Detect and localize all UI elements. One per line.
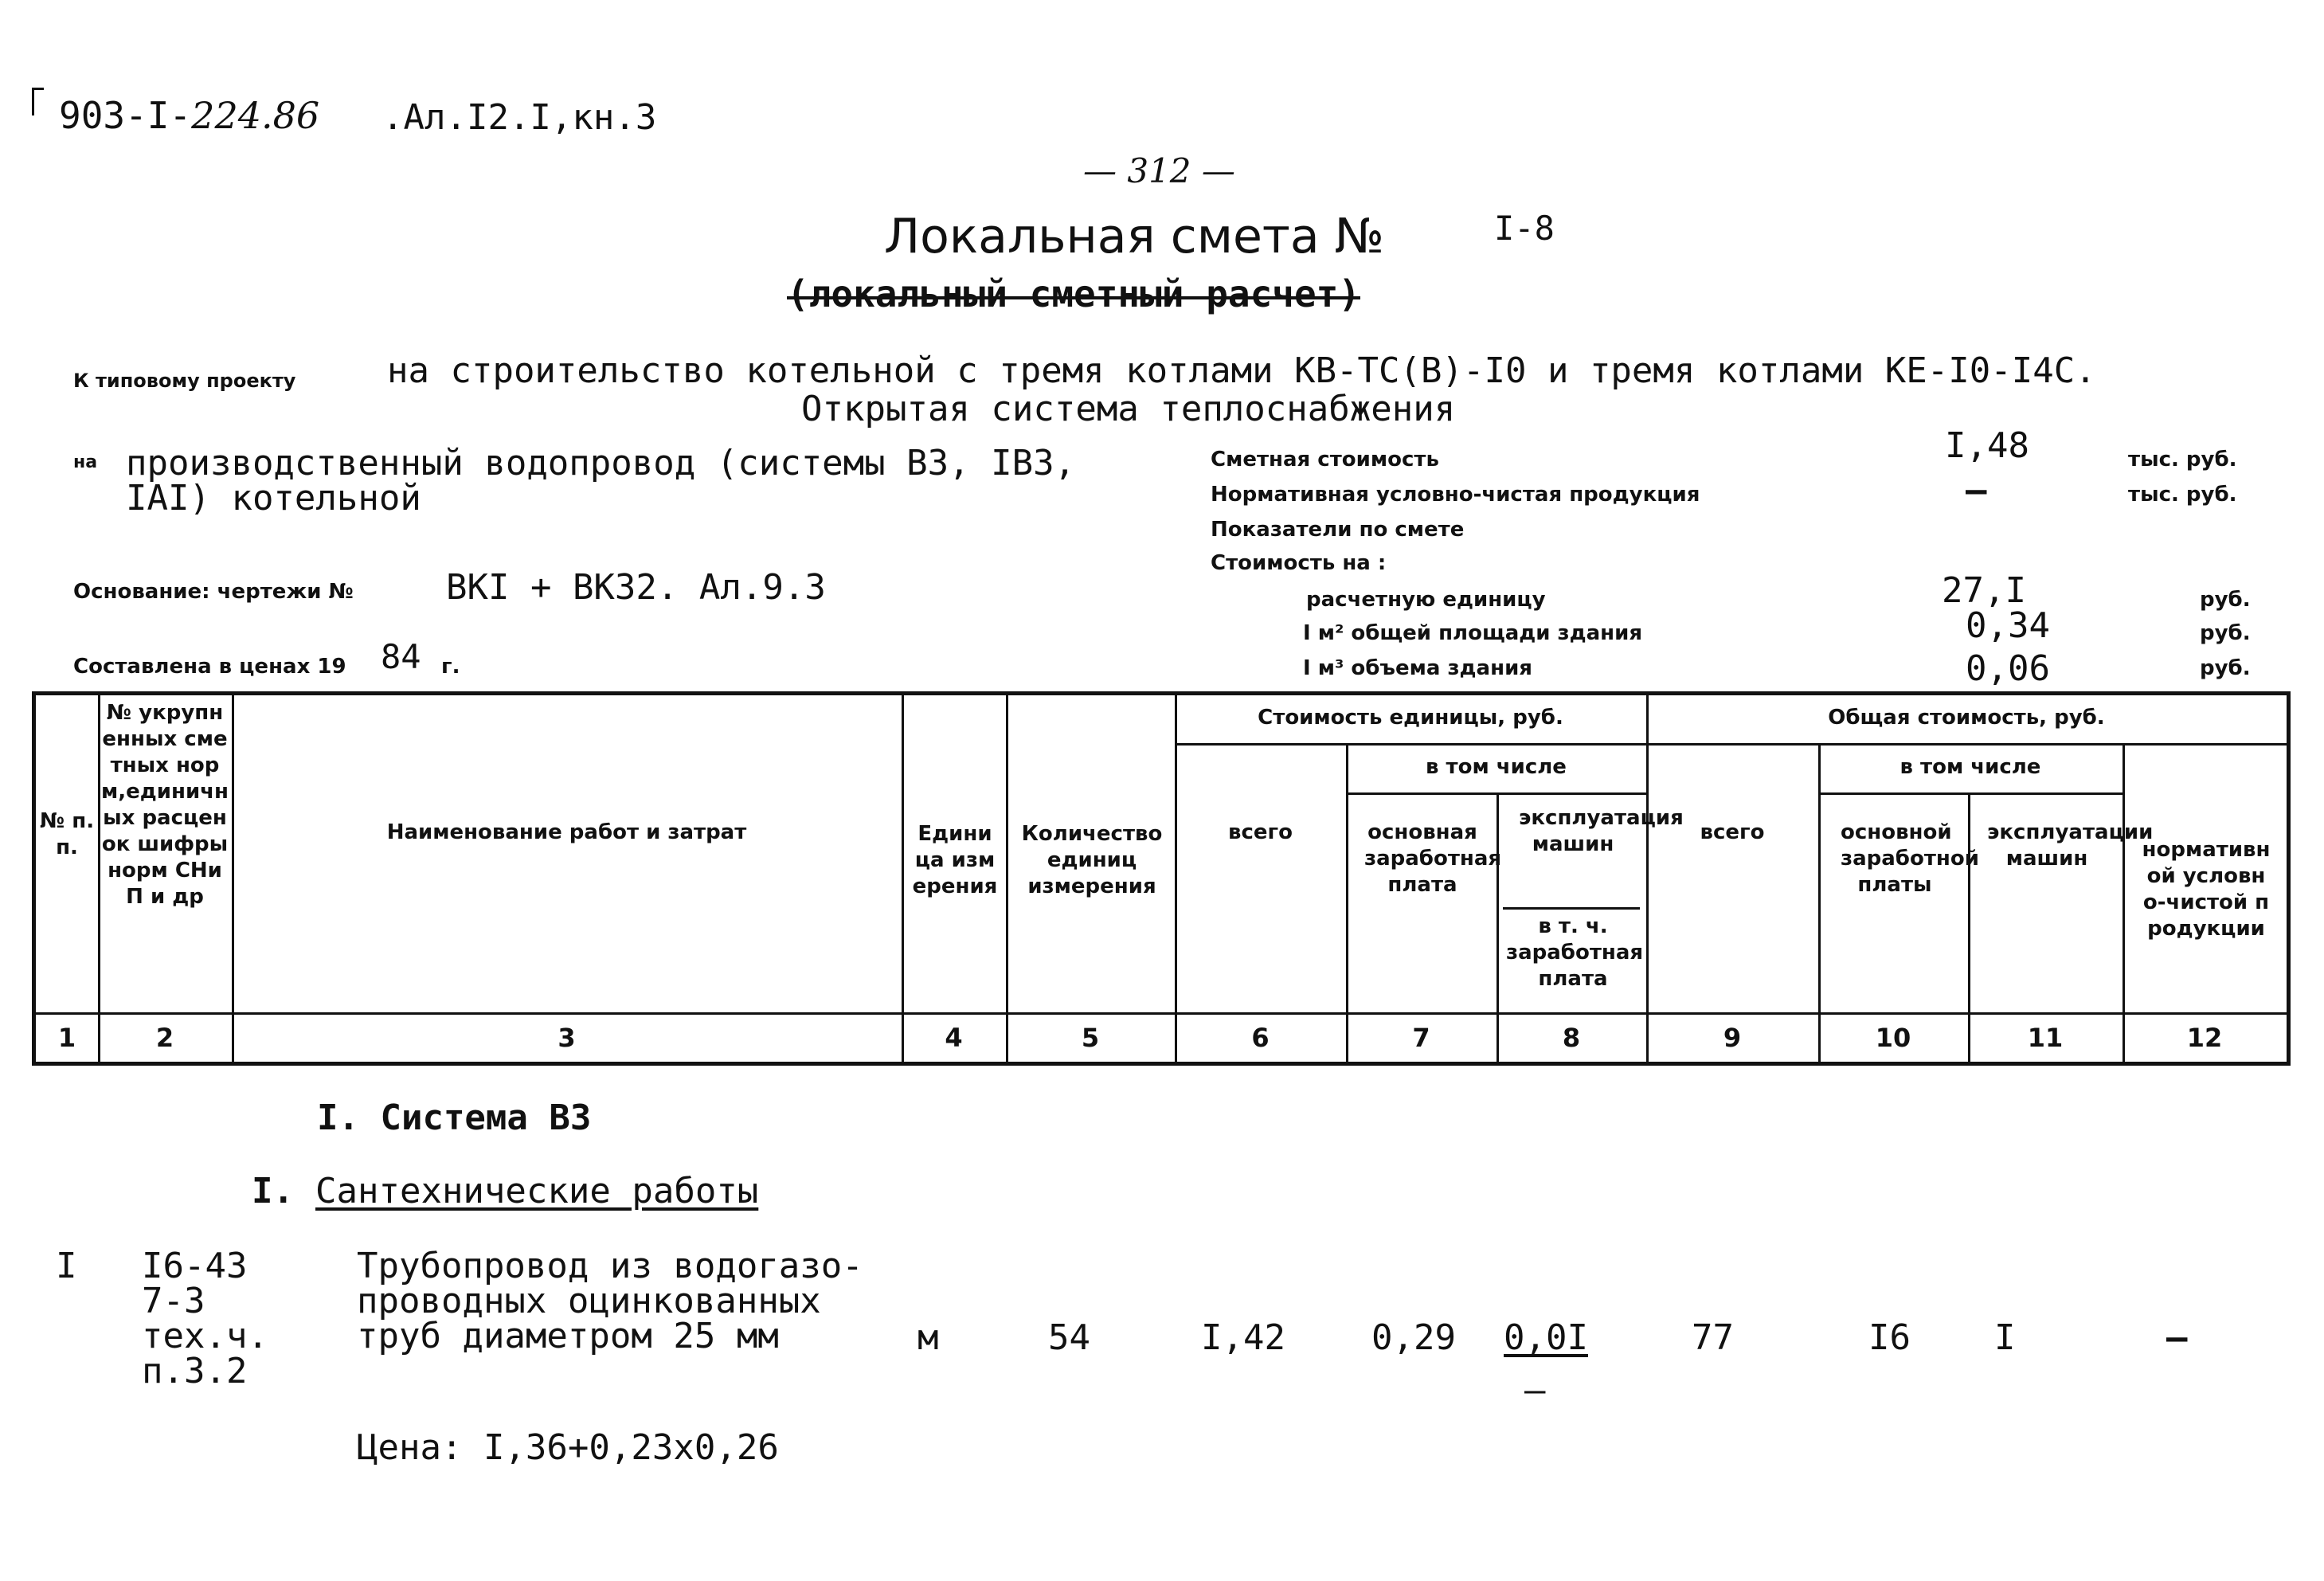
row-unit-total: I,42 bbox=[1201, 1317, 1285, 1358]
row-code-line4: п.3.2 bbox=[142, 1351, 248, 1391]
project-label: К типовому проекту bbox=[73, 370, 296, 392]
volume-label: I м³ объема здания bbox=[1303, 656, 1532, 680]
col-number-12: 12 bbox=[2186, 1023, 2223, 1053]
row-code-line2: 7-3 bbox=[142, 1281, 205, 1321]
row-name-line1: Трубопровод из водогазо- bbox=[357, 1246, 863, 1286]
prices-year: 84 bbox=[381, 637, 421, 676]
object-line2: IАI) котельной bbox=[126, 478, 421, 519]
row-normative: – bbox=[2166, 1317, 2188, 1358]
unit-cost-group-header: Стоимость единицы, руб. bbox=[1258, 706, 1563, 730]
col-number-3: 3 bbox=[558, 1023, 576, 1053]
estimated-cost-unit: тыс. руб. bbox=[2128, 448, 2237, 472]
col-number-6: 6 bbox=[1251, 1023, 1270, 1053]
area-value: 0,34 bbox=[1966, 605, 2050, 646]
basis-value: ВКI + ВК32. Ал.9.3 bbox=[446, 567, 826, 608]
subtitle-struck bbox=[787, 272, 1360, 315]
row-name-line2: проводных оцинкованных bbox=[357, 1281, 821, 1321]
page-number: — 312 — bbox=[1083, 151, 1235, 190]
unit-unit: руб. bbox=[2200, 588, 2251, 612]
row-total-salary: I6 bbox=[1868, 1317, 1911, 1358]
col-number-9: 9 bbox=[1723, 1023, 1742, 1053]
col-number-1: 1 bbox=[57, 1023, 76, 1053]
prices-label: Составлена в ценах 19 bbox=[73, 655, 346, 679]
col-total-machines-header: эксплуатации машин bbox=[1987, 820, 2154, 871]
normative-unit: тыс. руб. bbox=[2128, 483, 2237, 507]
col-number-7: 7 bbox=[1412, 1023, 1430, 1053]
row-total: 77 bbox=[1692, 1317, 1734, 1358]
col-machines-header: эксплуатация машин bbox=[1519, 806, 1684, 856]
object-label: на bbox=[73, 452, 98, 472]
row-machines-salary: – bbox=[1524, 1370, 1546, 1411]
cost-per-label: Стоимость на : bbox=[1211, 551, 1387, 575]
col-num-header: № п. п. bbox=[39, 809, 95, 859]
normative-value: – bbox=[1966, 470, 1987, 511]
doc-ref: .Ал.I2.I,кн.3 bbox=[382, 97, 657, 138]
doc-code-hand: 224.86 bbox=[191, 94, 320, 137]
subtitle-struck-text: (локальный сметный расчет) bbox=[787, 272, 1361, 315]
col-qty-header: Количество единиц измерения bbox=[1021, 822, 1163, 898]
section-title: I. Система В3 bbox=[317, 1098, 592, 1138]
incl-header-2: в том числе bbox=[1899, 755, 2041, 779]
prices-suffix: г. bbox=[441, 655, 460, 679]
col-total-header: всего bbox=[1700, 820, 1765, 844]
col-total-salary-header: основной заработной платы bbox=[1841, 820, 1979, 897]
col-number-11: 11 bbox=[2027, 1023, 2064, 1053]
row-name-line3: труб диаметром 25 мм bbox=[357, 1316, 779, 1356]
col-number-4: 4 bbox=[945, 1023, 963, 1053]
incl-header-1: в том числе bbox=[1426, 755, 1567, 779]
row-code-line1: I6-43 bbox=[142, 1246, 248, 1286]
doc-code bbox=[59, 94, 319, 137]
col-machines-salary-header: в т. ч. заработная плата bbox=[1506, 914, 1644, 991]
unit-label: расчетную единицу bbox=[1306, 588, 1546, 612]
col-number-5: 5 bbox=[1081, 1023, 1100, 1053]
project-line2: Открытая система теплоснабжения bbox=[801, 389, 1456, 429]
price-formula: Цена: I,36+0,23х0,26 bbox=[357, 1427, 779, 1468]
col-name-header: Наименование работ и затрат bbox=[386, 820, 747, 844]
basis-label: Основание: чертежи № bbox=[73, 580, 354, 604]
estimate-number: I-8 bbox=[1494, 209, 1555, 248]
row-total-machines: I bbox=[1994, 1317, 2016, 1358]
total-cost-group-header: Общая стоимость, руб. bbox=[1828, 706, 2105, 730]
col-number-2: 2 bbox=[155, 1023, 174, 1053]
col-normative-header: нормативной условно-чистой продукции bbox=[2142, 838, 2271, 941]
estimated-cost-label: Сметная стоимость bbox=[1211, 448, 1439, 472]
unit-value: 27,I bbox=[1942, 570, 2026, 611]
volume-unit: руб. bbox=[2200, 656, 2251, 680]
volume-value: 0,06 bbox=[1966, 648, 2050, 689]
row-base-salary: 0,29 bbox=[1371, 1317, 1456, 1358]
col-code-header: № укрупненных сметных норм,единичных расценок шифры норм СНиП и др bbox=[101, 701, 229, 909]
col-base-salary-header: основная заработная плата bbox=[1364, 820, 1502, 897]
page-title: Локальная смета № bbox=[884, 209, 1385, 264]
col-number-10: 10 bbox=[1875, 1023, 1911, 1053]
row-qty: 54 bbox=[1048, 1317, 1090, 1358]
subsection-number: I. bbox=[252, 1171, 294, 1211]
row-code-line3: тех.ч. bbox=[142, 1316, 268, 1356]
subsection-title: Сантехнические работы bbox=[315, 1171, 759, 1211]
corner-mark bbox=[32, 88, 44, 115]
estimate-table-header bbox=[32, 691, 2291, 1066]
doc-code-prefix: 903-I- bbox=[59, 94, 192, 137]
area-label: I м² общей площади здания bbox=[1303, 621, 1643, 645]
normative-label: Нормативная условно-чистая продукция bbox=[1211, 483, 1700, 507]
object-line1: производственный водопровод (системы В3, IВ3, bbox=[126, 443, 1076, 483]
area-unit: руб. bbox=[2200, 621, 2251, 645]
row-number: I bbox=[56, 1246, 77, 1286]
row-unit: м bbox=[917, 1317, 939, 1358]
estimated-cost-value: I,48 bbox=[1945, 425, 2029, 466]
row-machines: 0,0I bbox=[1504, 1317, 1588, 1358]
indicators-label: Показатели по смете bbox=[1211, 518, 1465, 542]
col-unit-header: Единица измерения bbox=[912, 822, 998, 898]
col-number-8: 8 bbox=[1562, 1023, 1581, 1053]
col-unit-total-header: всего bbox=[1228, 820, 1293, 844]
project-line1: на строительство котельной с тремя котлами КВ-ТС(В)-I0 и тремя котлами КЕ-I0-I4С. bbox=[387, 350, 2096, 391]
